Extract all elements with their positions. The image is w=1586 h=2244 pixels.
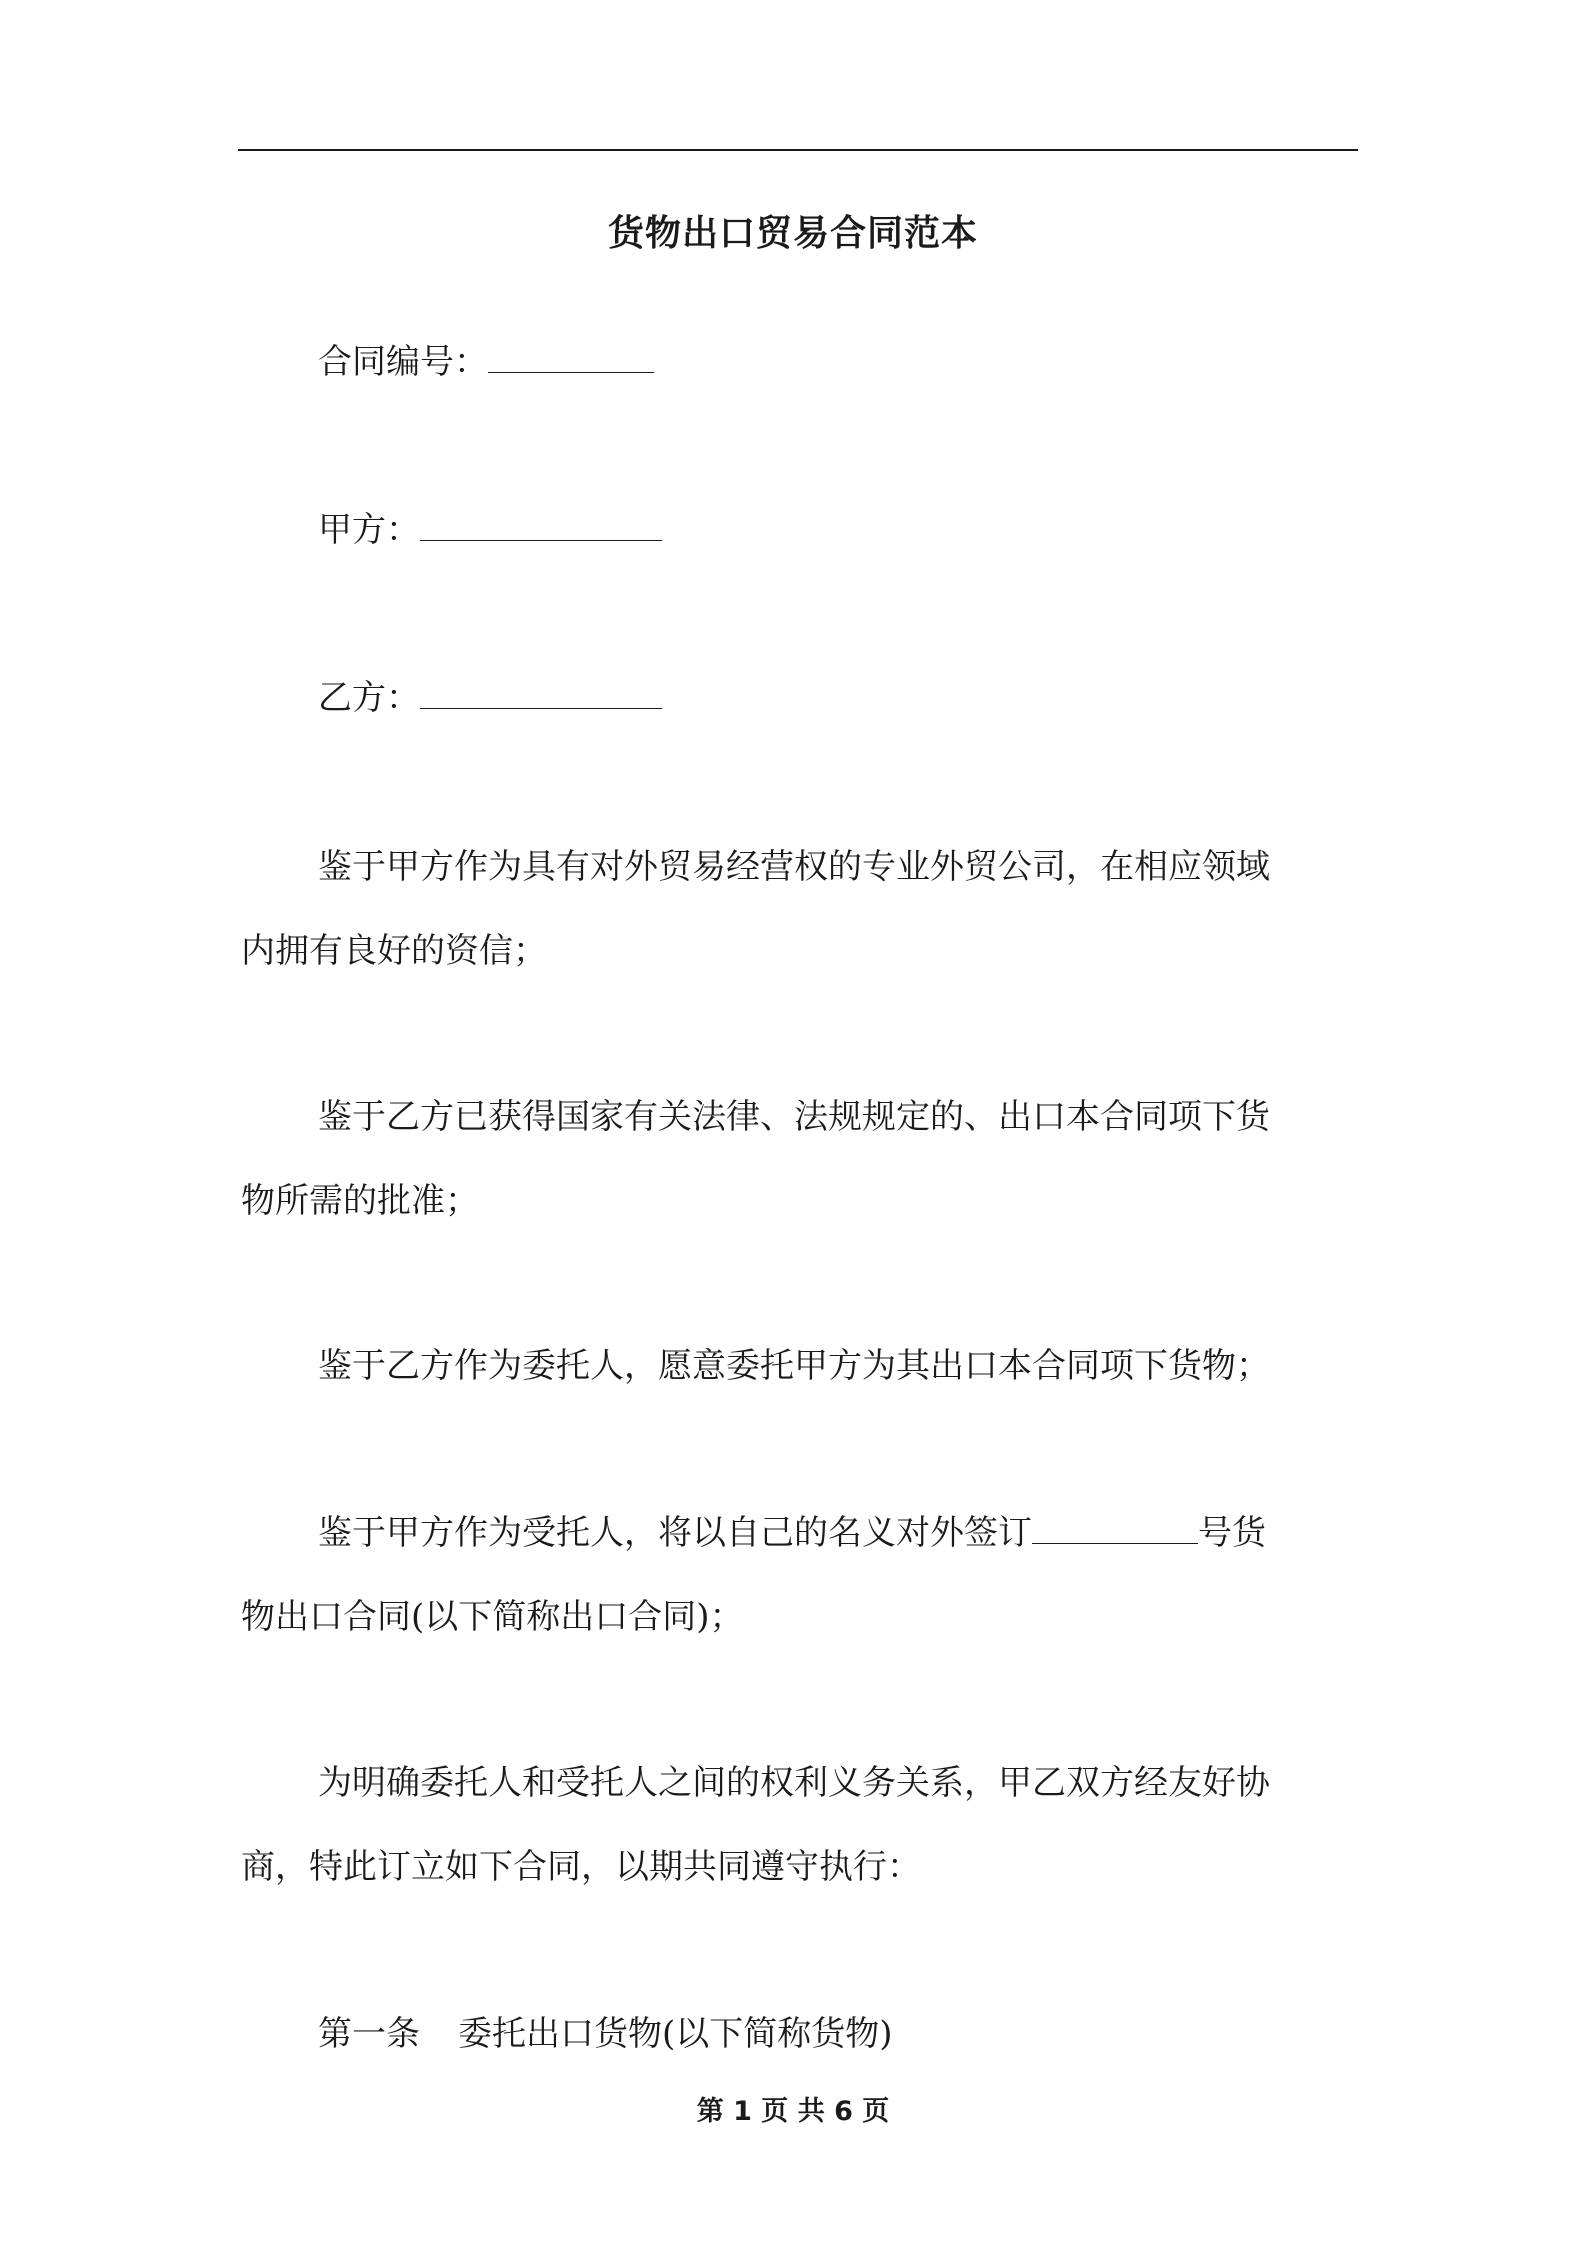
recital-4-line-2: 物出口合同(以下简称出口合同)； xyxy=(241,1597,744,1637)
recital-1-line-1: 鉴于甲方作为具有对外贸易经营权的专业外贸公司，在相应领域 xyxy=(318,847,1270,887)
recital-2-line-1: 鉴于乙方已获得国家有关法律、法规规定的、出口本合同项下货 xyxy=(318,1097,1270,1137)
export-contract-number-blank[interactable] xyxy=(1032,1505,1198,1544)
recital-paragraph-4 xyxy=(241,1491,1359,1659)
recital-paragraph-1 xyxy=(241,825,1359,993)
article-1-heading xyxy=(318,2008,893,2060)
recital-4-text-b: 号货 xyxy=(1198,1513,1266,1553)
recital-paragraph-2 xyxy=(241,1075,1359,1243)
party-b-label: 乙方： xyxy=(318,678,420,718)
header-rule xyxy=(238,149,1358,151)
recital-5-line-1: 为明确委托人和受托人之间的权利义务关系，甲乙双方经友好协 xyxy=(318,1763,1270,1803)
article-title: 委托出口货物(以下简称货物) xyxy=(458,2014,893,2054)
recital-4-line-1 xyxy=(241,1491,1359,1575)
recital-4-text-a: 鉴于甲方作为受托人，将以自己的名义对外签订 xyxy=(318,1513,1032,1553)
contract-number-field xyxy=(318,334,654,388)
party-b-blank[interactable] xyxy=(420,670,662,709)
recital-paragraph-3 xyxy=(241,1324,1359,1408)
party-a-label: 甲方： xyxy=(318,510,420,550)
recital-5-line-2: 商，特此订立如下合同，以期共同遵守执行： xyxy=(241,1847,921,1887)
recital-1-line-2: 内拥有良好的资信； xyxy=(241,931,547,971)
document-title: 货物出口贸易合同范本 xyxy=(607,212,978,254)
recital-2-line-2: 物所需的批准； xyxy=(241,1181,479,1221)
party-a-field xyxy=(318,502,662,556)
contract-number-label: 合同编号： xyxy=(318,342,488,382)
article-number: 第一条 xyxy=(318,2014,420,2054)
contract-number-blank[interactable] xyxy=(488,334,654,373)
party-a-blank[interactable] xyxy=(420,502,662,541)
recital-3-line-1: 鉴于乙方作为委托人，愿意委托甲方为其出口本合同项下货物； xyxy=(318,1346,1270,1386)
page-indicator: 第 1 页 共 6 页 xyxy=(696,2096,890,2127)
party-b-field xyxy=(318,670,662,724)
recital-paragraph-5 xyxy=(241,1741,1359,1909)
